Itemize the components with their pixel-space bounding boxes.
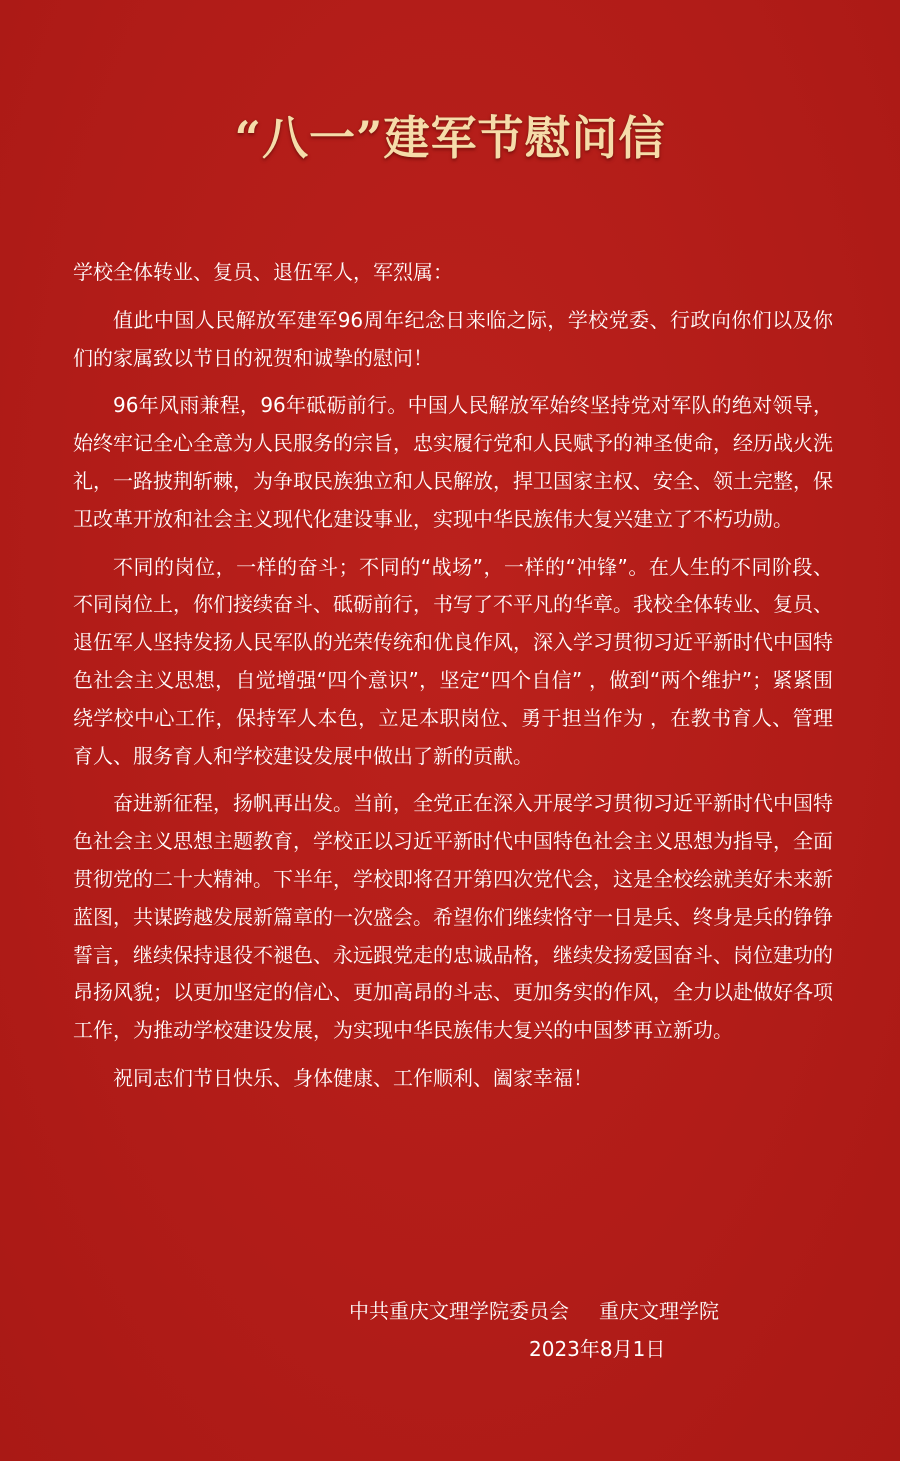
letter-body [73, 254, 833, 1108]
paragraph-contribution: 不同的岗位，一样的奋斗；不同的“战场”，一样的“冲锋”。在人生的不同阶段、不同岗位上，你们接续奋斗、砥砺前行，书写了不平凡的华章。我校全体转业、复员、退伍军人坚持发扬人民军队的光荣传统和优良作风，深入学习贯彻习近平新时代中国特色社会主义思想，自觉增强“四个意识”，坚定“四个自信” ，做到“两个维护”；紧紧围绕学校中心工作，保持军人本色，立足本职岗位、勇于担当作为 ，在教书育人、管理育人、服务育人和学校建设发展中做出了新的贡献。 [73, 554, 833, 768]
signature-block [349, 1292, 769, 1368]
signature-college: 重庆文理学院 [599, 1299, 719, 1323]
signature-party-committee: 中共重庆文理学院委员会 [349, 1299, 569, 1323]
paragraph-wishes: 祝同志们节日快乐、身体健康、工作顺利、阖家幸福！ [113, 1065, 593, 1090]
paragraph-hopes: 奋进新征程，扬帆再出发。当前，全党正在深入开展学习贯彻习近平新时代中国特色社会主义思想主题教育，学校正以习近平新时代中国特色社会主义思想为指导，全面贯彻党的二十大精神。下半年，学校即将召开第四次党代会，这是全校绘就美好未来新蓝图，共谋跨越发展新篇章的一次盛会。希望你们继续恪守一日是兵、终身是兵的铮铮誓言，继续保持退役不褪色、永远跟党走的忠诚品格，继续发扬爱国奋斗、岗位建功的昂扬风貌；以更加坚定的信心、更加高昂的斗志、更加务实的作风，全力以赴做好各项工作，为推动学校建设发展，为实现中华民族伟大复兴的中国梦再立新功。 [73, 791, 833, 1043]
signature-organizations [349, 1292, 769, 1330]
letter-title: “八一”建军节慰问信 [234, 111, 666, 165]
salutation: 学校全体转业、复员、退伍军人，军烈属： [73, 260, 453, 284]
signature-date: 2023年8月1日 [529, 1337, 666, 1361]
paragraph-greeting: 值此中国人民解放军建军96周年纪念日来临之际，学校党委、行政向你们以及你们的家属致以节日的祝贺和诚挚的慰问！ [73, 307, 833, 370]
paragraph-history: 96年风雨兼程，96年砥砺前行。中国人民解放军始终坚持党对军队的绝对领导，始终牢记全心全意为人民服务的宗旨，忠实履行党和人民赋予的神圣使命，经历战火洗礼，一路披荆斩棘，为争取民族独立和人民解放，捍卫国家主权、安全、领土完整，保卫改革开放和社会主义现代化建设事业，实现中华民族伟大复兴建立了不朽功勋。 [73, 393, 833, 531]
